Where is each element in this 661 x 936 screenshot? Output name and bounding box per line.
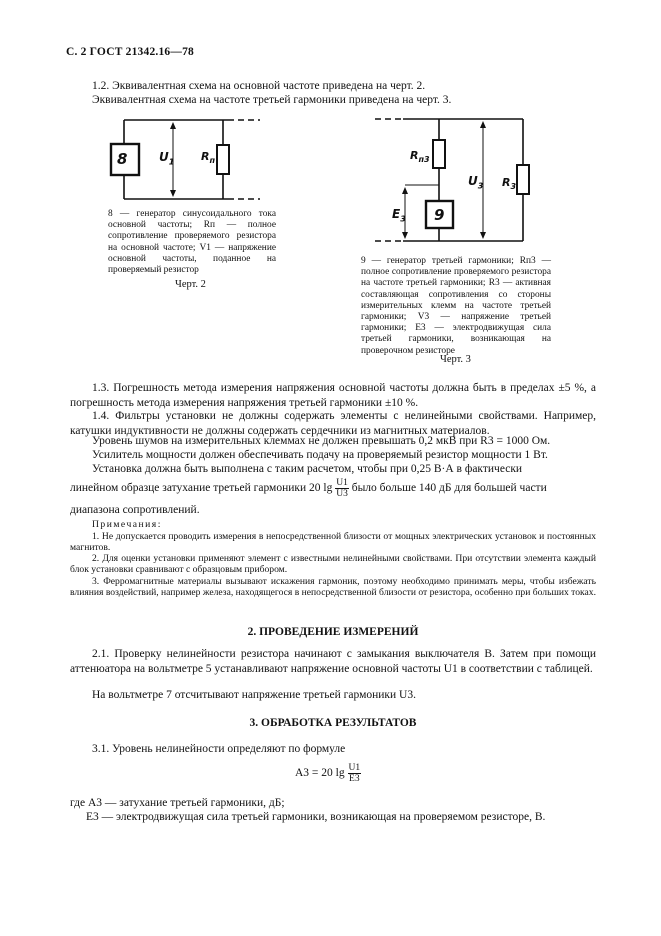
note-2: 2. Для оценки установки применяют элемент с известными нелинейными свойствами. При отсутствии элемента каждый блок установки сравнивают с образцовым прибором. xyxy=(70,553,596,576)
fig3-e-label: $E_3$ xyxy=(392,207,406,224)
fig2-r-label: $R_п$ xyxy=(201,150,216,166)
paragraph-2-1: 2.1. Проверку нелинейности резистора начинают с замыкания выключателя В. Затем при помощи аттенюатора на вольтметре 5 устанавливают напряжение основной частоты U1 в соответствии с таблицей. xyxy=(70,648,596,675)
section-2-title: 2. ПРОВЕДЕНИЕ ИЗМЕРЕНИЙ xyxy=(247,626,419,638)
figure-2-schematic xyxy=(100,112,290,207)
fig3-u-label: $U_3$ xyxy=(468,174,484,191)
page-header: С. 2 ГОСТ 21342.16—78 xyxy=(66,46,194,58)
formula-a3: A3 = 20 lg $\frac{U1}{E3}$ xyxy=(295,763,361,784)
notes-heading: Примечания: xyxy=(92,519,162,530)
where-line-2: E3 — электродвижущая сила третьей гармоники, возникающая на проверяемом резисторе, В. xyxy=(86,811,546,823)
inline-fraction: $\frac{U1}{U3}$ xyxy=(336,478,348,499)
fig2-u-label: $U_1$ xyxy=(159,150,175,167)
formula-fraction: $\frac{U1}{E3}$ xyxy=(348,763,361,784)
section-3-title: 3. ОБРАБОТКА РЕЗУЛЬТАТОВ xyxy=(249,717,417,729)
fig3-generator-label: 9 xyxy=(434,206,445,224)
paragraph-3-1: 3.1. Уровень нелинейности определяют по формуле xyxy=(92,743,346,755)
paragraph-installation-end: диапазона сопротивлений. xyxy=(70,504,200,516)
paragraph-amplifier: Усилитель мощности должен обеспечивать подачу на проверяемый резистор мощности 1 Вт. xyxy=(92,449,548,461)
paragraph-installation-formula-line: линейном образце затухание третьей гармоники 20 lg $\frac{U1}{U3}$ было больше 140 дБ для большей части xyxy=(70,478,547,499)
fig3-r-label: $R_3$ xyxy=(502,176,517,192)
fig3-title: Черт. 3 xyxy=(440,354,471,365)
intro-line-1: 1.2. Эквивалентная схема на основной частоте приведена на черт. 2. xyxy=(92,80,426,92)
paragraph-1-3: 1.3. Погрешность метода измерения напряжения основной частоты должна быть в пределах ±5 %, а погрешность метода измерения напряжения третьей гармоники ±10 %. xyxy=(70,382,596,409)
fig2-generator-label: 8 xyxy=(117,150,128,168)
intro-line-2: Эквивалентная схема на частоте третьей гармоники приведена на черт. 3. xyxy=(92,94,452,106)
paragraph-voltmeter: На вольтметре 7 отсчитывают напряжение третьей гармоники U3. xyxy=(92,689,416,701)
fig3-rn3-label: $R_{п3}$ xyxy=(410,149,430,165)
paragraph-installation: Установка должна быть выполнена с таким расчетом, чтобы при 0,25 В·А в фактически xyxy=(92,463,523,475)
where-line-1: где A3 — затухание третьей гармоники, дБ; xyxy=(70,797,285,809)
note-3: 3. Ферромагнитные материалы вызывают искажения гармоник, поэтому необходимо принимать меры, чтобы избежать влияния воздействий, например железа, находящегося в непосредственной близости от резистора, особенно при больших токах. xyxy=(70,576,597,599)
fig3-caption: 9 — генератор третьей гармоники; Rп3 — полное сопротивление проверяемого резистора на частоте третьей гармоники; R3 — активная составляющая сопротивления со стороны измерительных клемм на частоте третьей гармоники; V3 — напряжение третьей гармоники; E3 — электродвижущая сила третьей гармоники, возникающая на проверочном резисторе xyxy=(361,256,551,356)
fig2-title: Черт. 2 xyxy=(175,279,206,290)
paragraph-1-4: 1.4. Фильтры установки не должны содержать элементы с нелинейными свойствами. Например, катушки индуктивности не должны содержать сердечники из магнитных материалов. xyxy=(70,410,596,437)
fig2-caption: 8 — генератор синусоидального тока основной частоты; Rп — полное сопротивление проверяемого резистора на основной частоте; V1 — напряжение основной частоты, поданное на проверяемый резистор xyxy=(108,209,276,276)
note-1: 1. Не допускается проводить измерения в непосредственной близости от мощных электрических установок и постоянных магнитов. xyxy=(70,531,596,554)
paragraph-noise: Уровень шумов на измерительных клеммах не должен превышать 0,2 мкВ при R3 = 1000 Ом. xyxy=(92,435,551,447)
